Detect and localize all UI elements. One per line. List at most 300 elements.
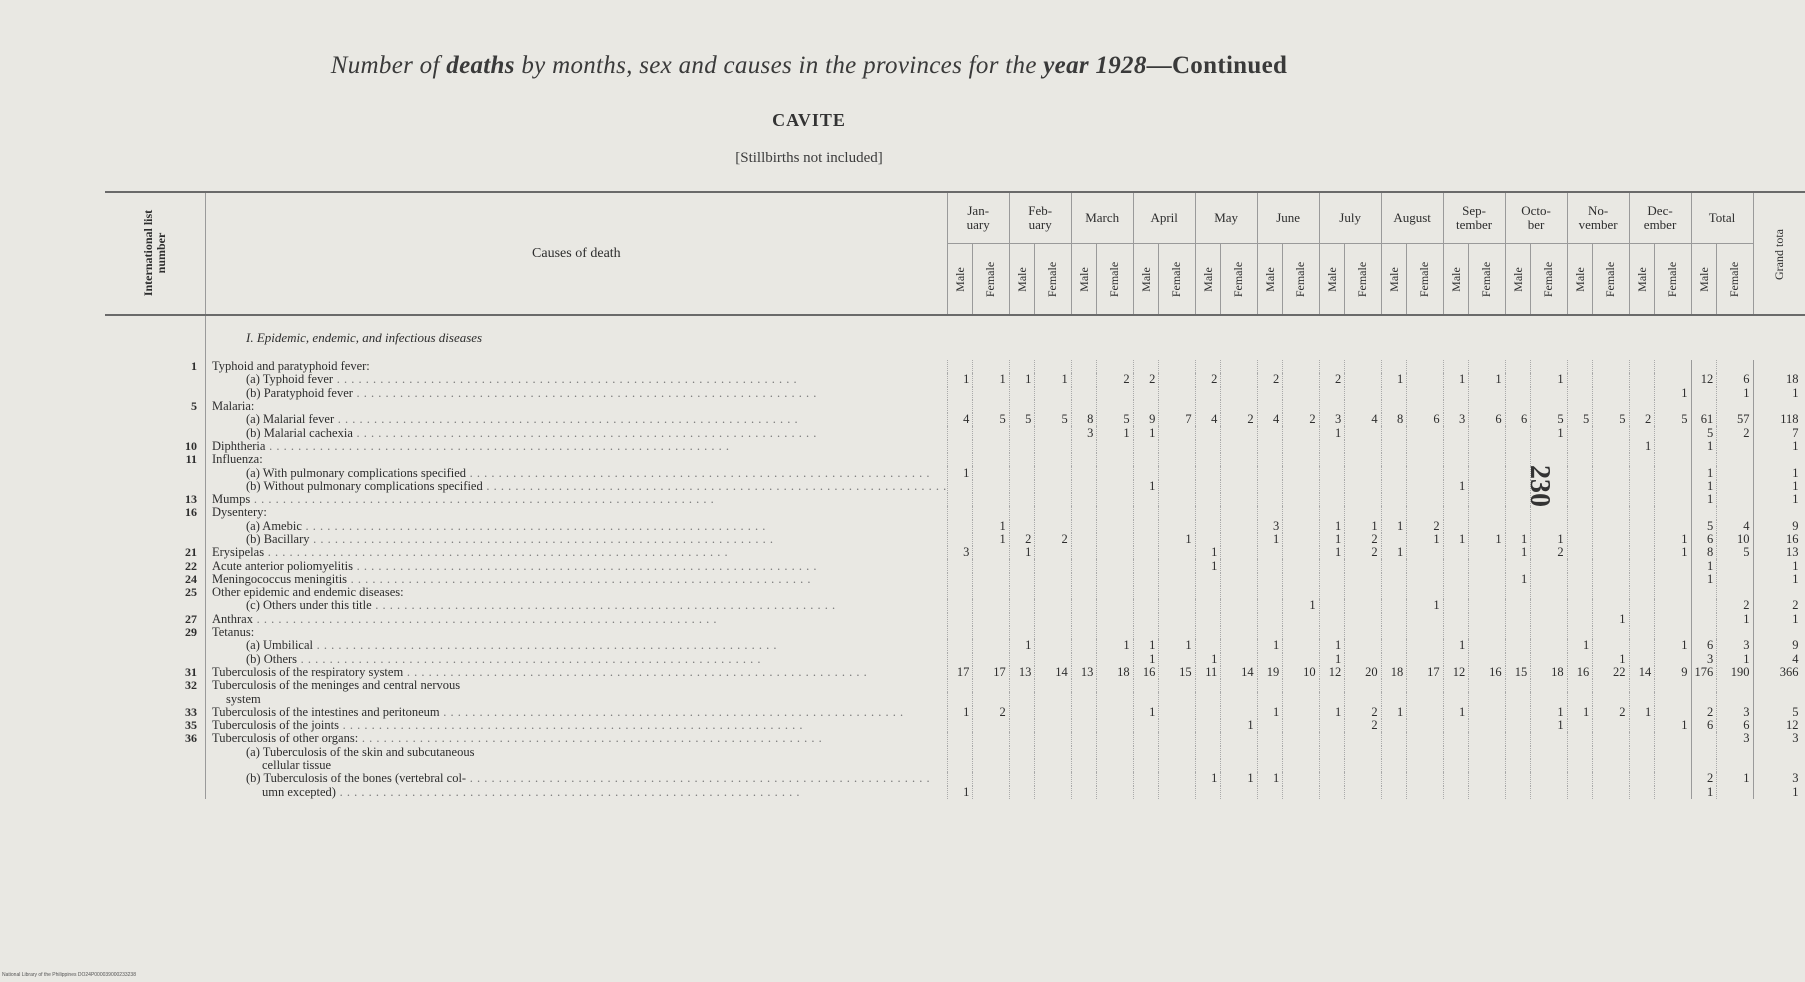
count-cell — [1283, 759, 1319, 772]
total-cell — [1717, 786, 1753, 799]
count-cell — [1035, 466, 1071, 479]
count-cell: 1 — [1505, 533, 1531, 546]
count-cell — [1133, 759, 1159, 772]
count-cell — [1567, 400, 1593, 413]
count-cell — [1035, 732, 1071, 745]
count-cell: 1 — [1195, 653, 1221, 666]
count-cell — [1097, 493, 1133, 506]
table-row — [105, 626, 1805, 639]
count-cell — [1159, 692, 1195, 705]
cause-label: cellular tissue — [206, 759, 948, 772]
count-cell — [1567, 719, 1593, 732]
count-cell: 13 — [1071, 666, 1097, 679]
count-cell: 5 — [1593, 413, 1629, 426]
count-cell — [1035, 426, 1071, 439]
count-cell — [1257, 360, 1283, 373]
total-cell: 1 — [1717, 613, 1753, 626]
male-column-header: Male — [1071, 244, 1097, 316]
count-cell — [1629, 746, 1655, 759]
count-cell: 3 — [947, 546, 973, 559]
count-cell — [1071, 692, 1097, 705]
count-cell — [1505, 679, 1531, 692]
grand-total-cell — [1753, 360, 1804, 373]
table-row — [105, 613, 1805, 626]
grand-total-cell — [1753, 759, 1804, 772]
count-cell — [1593, 759, 1629, 772]
male-column-header: Male — [1257, 244, 1283, 316]
count-cell — [1009, 360, 1035, 373]
list-number: 35 — [185, 718, 197, 733]
count-cell — [1443, 613, 1469, 626]
count-cell: 1 — [1531, 426, 1567, 439]
count-cell — [947, 533, 973, 546]
total-cell — [1691, 746, 1717, 759]
count-cell — [947, 506, 973, 519]
count-cell — [1319, 626, 1345, 639]
count-cell — [1009, 706, 1035, 719]
count-cell — [947, 400, 973, 413]
count-cell — [1195, 719, 1221, 732]
total-cell: 190 — [1717, 666, 1753, 679]
table-row — [105, 546, 1805, 559]
count-cell — [1345, 599, 1381, 612]
count-cell: 4 — [1195, 413, 1221, 426]
count-cell — [947, 679, 973, 692]
count-cell — [1319, 493, 1345, 506]
list-number: 27 — [185, 611, 197, 626]
count-cell — [1655, 786, 1691, 799]
count-cell — [1035, 626, 1071, 639]
count-cell — [1443, 506, 1469, 519]
count-cell — [1035, 759, 1071, 772]
total-cell — [1717, 692, 1753, 705]
count-cell — [1655, 626, 1691, 639]
total-cell: 4 — [1717, 520, 1753, 533]
count-cell: 1 — [1593, 613, 1629, 626]
count-cell — [1655, 400, 1691, 413]
count-cell — [1159, 746, 1195, 759]
count-cell — [1221, 653, 1257, 666]
count-cell — [1319, 759, 1345, 772]
count-cell — [1345, 692, 1381, 705]
count-cell — [1593, 533, 1629, 546]
month-header: Jan- uary — [947, 192, 1009, 244]
total-cell — [1691, 599, 1717, 612]
count-cell: 1 — [1567, 706, 1593, 719]
count-cell — [1443, 599, 1469, 612]
grand-total-cell: 9 — [1753, 639, 1804, 652]
count-cell — [1283, 653, 1319, 666]
count-cell — [1469, 639, 1505, 652]
count-cell — [1567, 453, 1593, 466]
table-row — [105, 520, 1805, 533]
count-cell — [1133, 586, 1159, 599]
count-cell — [1381, 679, 1407, 692]
count-cell — [1071, 573, 1097, 586]
count-cell: 1 — [1655, 546, 1691, 559]
count-cell — [1593, 546, 1629, 559]
count-cell: 1 — [1319, 426, 1345, 439]
count-cell — [1221, 533, 1257, 546]
female-column-header: Female — [1407, 244, 1443, 316]
table-row — [105, 719, 1805, 732]
count-cell — [947, 639, 973, 652]
count-cell — [1283, 466, 1319, 479]
cause-label: Influenza: — [206, 453, 948, 466]
count-cell: 12 — [1319, 666, 1345, 679]
table-row — [105, 440, 1805, 453]
province-heading: CAVITE — [772, 110, 846, 130]
count-cell — [1283, 387, 1319, 400]
month-header: July — [1319, 192, 1381, 244]
count-cell: 8 — [1381, 413, 1407, 426]
count-cell — [1097, 719, 1133, 732]
count-cell — [1469, 426, 1505, 439]
count-cell — [1133, 613, 1159, 626]
count-cell — [1567, 373, 1593, 386]
cause-label: (a) With pulmonary complications specified . . . — [206, 466, 948, 479]
count-cell — [1567, 626, 1593, 639]
count-cell — [1257, 786, 1283, 799]
count-cell: 2 — [1345, 719, 1381, 732]
count-cell: 1 — [1133, 653, 1159, 666]
count-cell — [1407, 613, 1443, 626]
count-cell — [1443, 746, 1469, 759]
total-cell: 5 — [1717, 546, 1753, 559]
count-cell — [1035, 719, 1071, 732]
count-cell: 1 — [1443, 373, 1469, 386]
total-cell: 5 — [1691, 426, 1717, 439]
count-cell — [1071, 480, 1097, 493]
total-cell: 3 — [1717, 639, 1753, 652]
count-cell — [1381, 387, 1407, 400]
count-cell — [1381, 613, 1407, 626]
count-cell — [1159, 466, 1195, 479]
total-header: Total — [1691, 192, 1753, 244]
count-cell — [1655, 573, 1691, 586]
count-cell — [1009, 426, 1035, 439]
count-cell — [1381, 493, 1407, 506]
count-cell: 1 — [1159, 639, 1195, 652]
count-cell: 1 — [1531, 719, 1567, 732]
count-cell — [1009, 559, 1035, 572]
count-cell — [1009, 520, 1035, 533]
count-cell — [1097, 746, 1133, 759]
count-cell — [1381, 586, 1407, 599]
count-cell: 2 — [1593, 706, 1629, 719]
count-cell — [1283, 360, 1319, 373]
male-column-header: Male — [1629, 244, 1655, 316]
count-cell: 4 — [1345, 413, 1381, 426]
count-cell — [1097, 706, 1133, 719]
female-column-header: Female — [1345, 244, 1381, 316]
count-cell: 1 — [947, 373, 973, 386]
count-cell — [1443, 626, 1469, 639]
count-cell — [973, 746, 1009, 759]
total-cell: 6 — [1717, 373, 1753, 386]
count-cell — [1345, 426, 1381, 439]
count-cell — [1283, 533, 1319, 546]
count-cell — [1345, 772, 1381, 785]
count-cell — [1469, 573, 1505, 586]
count-cell — [1531, 573, 1567, 586]
count-cell — [1407, 732, 1443, 745]
total-cell — [1717, 586, 1753, 599]
count-cell — [1221, 493, 1257, 506]
count-cell — [1655, 520, 1691, 533]
count-cell: 5 — [1567, 413, 1593, 426]
count-cell — [1283, 453, 1319, 466]
table-row — [105, 426, 1805, 439]
female-column-header: Female — [1531, 244, 1567, 316]
count-cell — [1629, 387, 1655, 400]
count-cell — [1381, 719, 1407, 732]
count-cell — [1381, 506, 1407, 519]
count-cell — [1593, 586, 1629, 599]
list-number: 5 — [191, 399, 197, 414]
count-cell — [1221, 453, 1257, 466]
count-cell — [1443, 493, 1469, 506]
count-cell — [1009, 506, 1035, 519]
count-cell — [1345, 506, 1381, 519]
count-cell — [1159, 480, 1195, 493]
grand-total-cell: 12 — [1753, 719, 1804, 732]
total-cell — [1691, 360, 1717, 373]
list-number — [105, 480, 206, 493]
count-cell — [1133, 440, 1159, 453]
count-cell — [1071, 719, 1097, 732]
section-heading: I. Epidemic, endemic, and infectious diseases — [206, 315, 948, 360]
count-cell — [1159, 546, 1195, 559]
female-column-header: Female — [1159, 244, 1195, 316]
grand-total-cell: 4 — [1753, 653, 1804, 666]
grand-total-cell: 2 — [1753, 599, 1804, 612]
count-cell — [1159, 599, 1195, 612]
count-cell — [1035, 653, 1071, 666]
count-cell: 1 — [1133, 480, 1159, 493]
count-cell — [1381, 653, 1407, 666]
count-cell — [1407, 639, 1443, 652]
total-cell — [1717, 626, 1753, 639]
count-cell — [1159, 706, 1195, 719]
count-cell — [1443, 466, 1469, 479]
month-header: Dec- ember — [1629, 192, 1691, 244]
count-cell: 1 — [1469, 533, 1505, 546]
count-cell — [1097, 772, 1133, 785]
count-cell — [1035, 746, 1071, 759]
count-cell — [1283, 440, 1319, 453]
list-number: 10 — [185, 438, 197, 453]
total-cell: 6 — [1691, 639, 1717, 652]
count-cell — [1443, 679, 1469, 692]
count-cell — [1567, 772, 1593, 785]
count-cell: 1 — [1009, 639, 1035, 652]
count-cell: 1 — [1443, 533, 1469, 546]
cause-label: (a) Typhoid fever . . . — [206, 373, 948, 386]
count-cell — [1407, 719, 1443, 732]
count-cell — [973, 626, 1009, 639]
cause-label: (b) Bacillary . . . — [206, 533, 948, 546]
count-cell — [1345, 559, 1381, 572]
count-cell — [1283, 559, 1319, 572]
count-cell — [947, 599, 973, 612]
count-cell — [1381, 533, 1407, 546]
count-cell — [1443, 546, 1469, 559]
count-cell: 1 — [1009, 546, 1035, 559]
grand-total-cell — [1753, 692, 1804, 705]
count-cell: 1 — [973, 533, 1009, 546]
count-cell: 1 — [1629, 440, 1655, 453]
count-cell: 1 — [1195, 559, 1221, 572]
male-column-header: Male — [1505, 244, 1531, 316]
count-cell — [1469, 599, 1505, 612]
count-cell — [1071, 599, 1097, 612]
male-column-header: Male — [1691, 244, 1717, 316]
grand-total-cell: 1 — [1753, 466, 1804, 479]
count-cell — [1221, 599, 1257, 612]
count-cell — [1221, 373, 1257, 386]
cause-label: (b) Malarial cachexia . . . — [206, 426, 948, 439]
count-cell — [1567, 426, 1593, 439]
count-cell — [1195, 387, 1221, 400]
count-cell — [1195, 360, 1221, 373]
list-number — [105, 653, 206, 666]
count-cell — [1655, 653, 1691, 666]
count-cell: 1 — [1407, 533, 1443, 546]
count-cell — [1655, 493, 1691, 506]
count-cell — [1159, 613, 1195, 626]
count-cell — [1283, 706, 1319, 719]
total-cell — [1691, 613, 1717, 626]
count-cell — [1221, 613, 1257, 626]
cause-label: Tuberculosis of the meninges and central nervous — [206, 679, 948, 692]
count-cell — [1567, 466, 1593, 479]
count-cell — [1345, 400, 1381, 413]
count-cell — [1009, 586, 1035, 599]
count-cell — [1655, 440, 1691, 453]
count-cell — [1593, 746, 1629, 759]
count-cell — [1221, 480, 1257, 493]
count-cell — [1531, 520, 1567, 533]
total-cell: 6 — [1691, 719, 1717, 732]
total-cell — [1691, 400, 1717, 413]
count-cell — [1407, 373, 1443, 386]
female-column-header: Female — [973, 244, 1009, 316]
count-cell: 1 — [1319, 520, 1345, 533]
count-cell — [1071, 373, 1097, 386]
count-cell: 12 — [1443, 666, 1469, 679]
count-cell: 1 — [1443, 706, 1469, 719]
count-cell — [1345, 653, 1381, 666]
count-cell — [1221, 786, 1257, 799]
count-cell — [1319, 719, 1345, 732]
count-cell — [973, 559, 1009, 572]
count-cell — [1567, 506, 1593, 519]
count-cell: 2 — [1221, 413, 1257, 426]
count-cell — [1009, 573, 1035, 586]
total-cell: 1 — [1717, 387, 1753, 400]
count-cell — [1097, 453, 1133, 466]
count-cell — [1629, 653, 1655, 666]
count-cell: 2 — [973, 706, 1009, 719]
count-cell — [1655, 759, 1691, 772]
count-cell — [1221, 506, 1257, 519]
count-cell — [1009, 719, 1035, 732]
count-cell — [1195, 626, 1221, 639]
count-cell — [1221, 759, 1257, 772]
list-number: 36 — [185, 731, 197, 746]
grand-total-cell: 1 — [1753, 573, 1804, 586]
count-cell — [1159, 559, 1195, 572]
count-cell — [1319, 586, 1345, 599]
count-cell — [1567, 746, 1593, 759]
count-cell — [1381, 639, 1407, 652]
count-cell: 2 — [1009, 533, 1035, 546]
count-cell — [1505, 732, 1531, 745]
count-cell — [1035, 360, 1071, 373]
female-column-header: Female — [1593, 244, 1629, 316]
count-cell: 5 — [973, 413, 1009, 426]
count-cell — [1629, 533, 1655, 546]
list-number — [105, 466, 206, 479]
count-cell: 14 — [1221, 666, 1257, 679]
count-cell — [1381, 440, 1407, 453]
count-cell: 1 — [1531, 373, 1567, 386]
count-cell — [1097, 653, 1133, 666]
count-cell — [1283, 639, 1319, 652]
count-cell — [1629, 400, 1655, 413]
count-cell — [1195, 586, 1221, 599]
count-cell: 1 — [1195, 546, 1221, 559]
count-cell — [1071, 546, 1097, 559]
count-cell — [973, 506, 1009, 519]
count-cell — [1319, 440, 1345, 453]
list-number: 32 — [185, 678, 197, 693]
count-cell: 2 — [1345, 546, 1381, 559]
count-cell — [1159, 573, 1195, 586]
count-cell — [973, 719, 1009, 732]
count-cell — [1319, 559, 1345, 572]
count-cell — [947, 759, 973, 772]
causes-of-death-header: Causes of death — [206, 192, 948, 315]
table-row — [105, 533, 1805, 546]
count-cell — [1655, 360, 1691, 373]
count-cell — [1469, 746, 1505, 759]
count-cell — [1469, 559, 1505, 572]
count-cell: 1 — [1221, 772, 1257, 785]
count-cell — [1071, 626, 1097, 639]
count-cell — [1221, 573, 1257, 586]
count-cell — [1071, 440, 1097, 453]
count-cell — [1071, 559, 1097, 572]
count-cell — [1567, 653, 1593, 666]
total-cell — [1691, 626, 1717, 639]
table-note: [Stillbirths not included] — [735, 150, 883, 166]
total-cell — [1717, 679, 1753, 692]
count-cell — [1195, 440, 1221, 453]
count-cell — [1443, 573, 1469, 586]
count-cell — [1035, 520, 1071, 533]
count-cell — [1531, 400, 1567, 413]
count-cell: 2 — [1133, 373, 1159, 386]
count-cell — [1071, 453, 1097, 466]
count-cell — [1009, 599, 1035, 612]
count-cell — [1593, 506, 1629, 519]
cause-label: Tetanus: — [206, 626, 948, 639]
count-cell — [1159, 786, 1195, 799]
count-cell: 1 — [1505, 573, 1531, 586]
list-number — [105, 759, 206, 772]
